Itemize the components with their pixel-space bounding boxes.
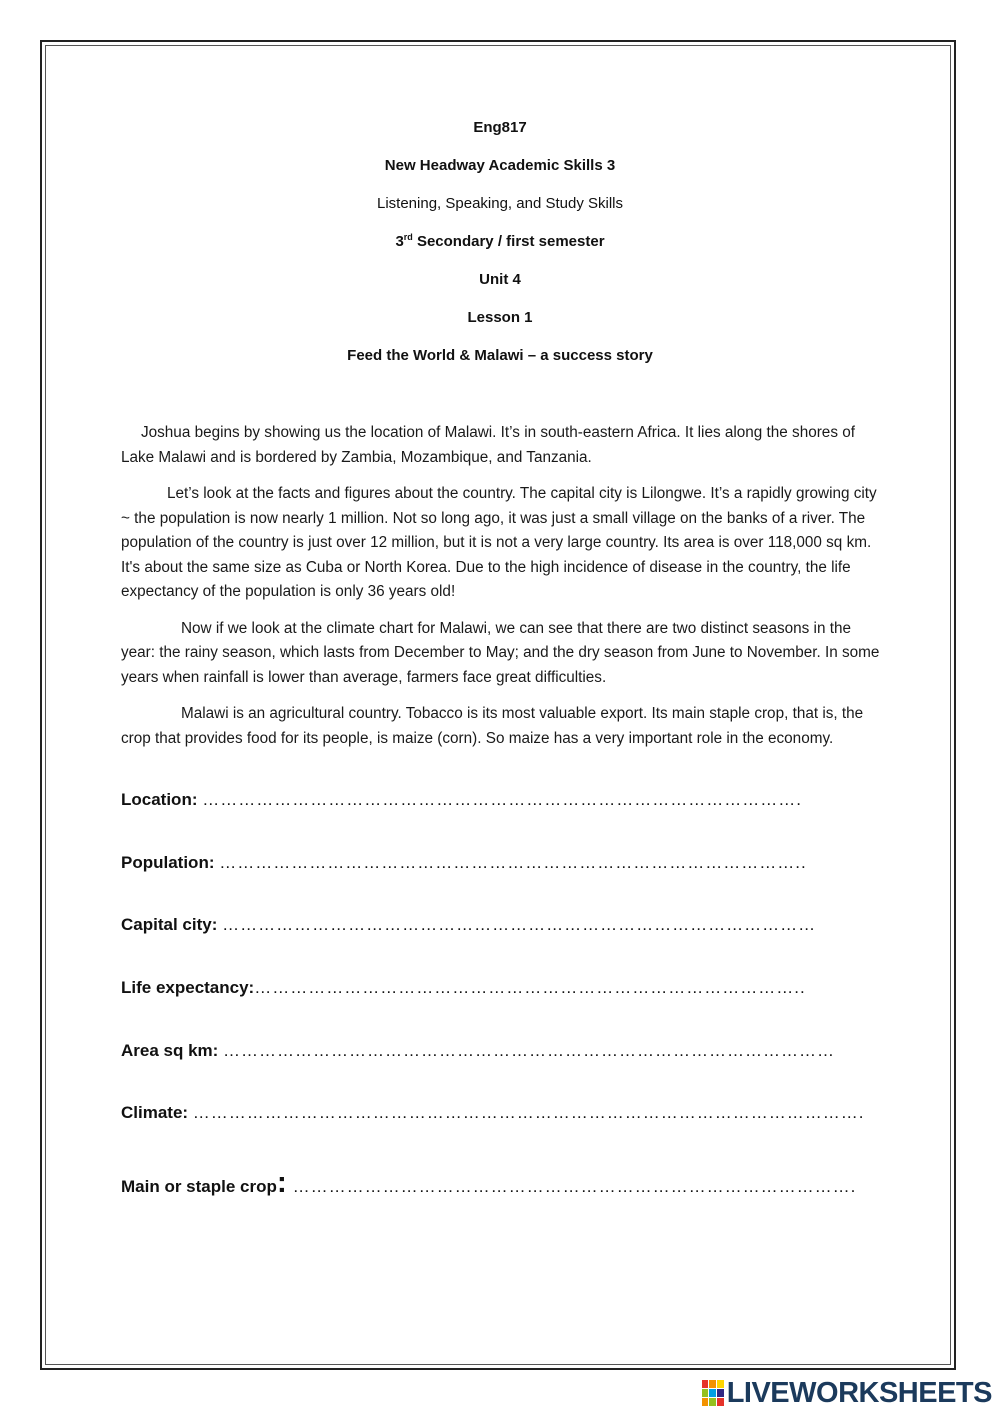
- grade-ordinal-suffix: rd: [403, 232, 413, 242]
- field-colon: :: [276, 1166, 287, 1199]
- field-staple-crop: [121, 1166, 857, 1202]
- book-title: New Headway Academic Skills 3: [384, 157, 616, 174]
- paragraph-facts: Let’s look at the facts and figures about the country. The capital city is Lilongwe. It’s a rapidly growing city ~ the population is now nearly 1 million. Not so long ago, it was just a small village on the banks of a river. The population of the country is just over 12 million, but it is not a very large country. Its area is over 118,000 sq km. It's about the same size as Cuba or North Korea. Due to the high incidence of disease in the country, the life expectancy of the population is only 36 years old!: [121, 485, 877, 600]
- grade-text: Secondary / first semester: [412, 233, 605, 250]
- unit-label: Unit 4: [479, 271, 521, 288]
- answer-blank-staple-crop[interactable]: ………………………………………………………………………………….: [286, 1177, 857, 1196]
- reading-text: [121, 421, 881, 763]
- field-label: Location:: [121, 790, 203, 809]
- field-population: [121, 853, 807, 878]
- brand-name: LIVEWORKSHEETS: [726, 1376, 992, 1409]
- answer-blank-area[interactable]: …………………………………………………………………………………………: [223, 1041, 836, 1060]
- liveworksheets-logo[interactable]: [702, 1375, 992, 1411]
- lesson-title: Feed the World & Malawi – a success story: [347, 347, 653, 364]
- answer-blank-location[interactable]: ……………………………………………………………………………………….: [202, 790, 802, 809]
- grade-line: [0, 232, 1000, 270]
- field-label: Area sq km:: [121, 1041, 224, 1060]
- lesson-label: Lesson 1: [467, 309, 533, 326]
- paragraph-location: Joshua begins by showing us the location of Malawi. It’s in south-eastern Africa. It lies along the shores of Lake Malawi and is bordered by Zambia, Mozambique, and Tanzania.: [121, 424, 855, 466]
- field-location: [121, 790, 802, 815]
- paragraph-climate: Now if we look at the climate chart for Malawi, we can see that there are two distinct seasons in the year: the rainy season, which lasts from December to May; and the dry season from June to November. In some years when rainfall is lower than average, farmers face great difficulties.: [121, 619, 880, 686]
- answer-blank-population[interactable]: ……………………………………………………………………………………..: [219, 853, 807, 872]
- logo-mark-icon: [702, 1380, 724, 1406]
- answer-blank-capital-city[interactable]: ………………………………………………………………………………………: [222, 915, 817, 934]
- field-area: [121, 1041, 835, 1066]
- answer-blank-climate[interactable]: ………………………………………………………………………………………………….: [192, 1103, 865, 1122]
- field-label: Population:: [121, 853, 220, 872]
- paragraph-agriculture: Malawi is an agricultural country. Tobacco is its most valuable export. Its main staple crop, that is, the crop that provides food for its people, is maize (corn). So maize has a very important role in the economy.: [121, 705, 864, 747]
- course-code: Eng817: [473, 119, 527, 136]
- field-capital-city: [121, 915, 816, 940]
- field-life-expectancy: [121, 978, 806, 1003]
- field-label: Capital city:: [121, 915, 223, 934]
- field-label: Main or staple crop: [121, 1177, 277, 1196]
- grade-ordinal: 3: [395, 233, 404, 250]
- answer-blank-life-expectancy[interactable]: ………………………………………………………………………………..: [254, 978, 806, 997]
- field-climate: [121, 1103, 865, 1128]
- skills-subtitle: Listening, Speaking, and Study Skills: [377, 195, 623, 212]
- field-label: Climate:: [121, 1103, 193, 1122]
- field-label: Life expectancy:: [121, 978, 255, 997]
- document-header: [0, 118, 1000, 384]
